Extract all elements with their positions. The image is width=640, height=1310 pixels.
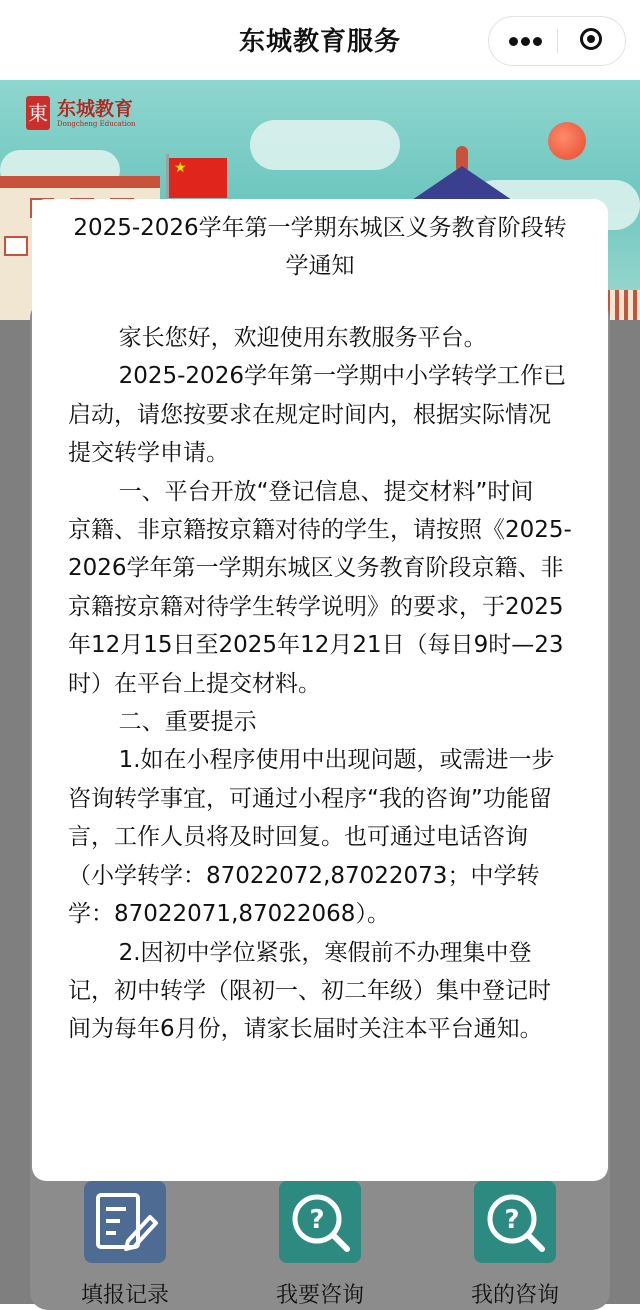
notice-section-heading: 一、平台开放“登记信息、提交材料”时间: [118, 478, 534, 505]
notice-paragraph: 京籍、非京籍按京籍对待的学生，请按照《2025-2026学年第一学期东城区义务教育阶段京籍、非京籍按京籍对待学生转学说明》的要求，于2025年12月15日至2025年12月21日（每日9时—23时）在平台上提交材料。: [68, 517, 572, 697]
my-consultations-button[interactable]: [474, 1181, 556, 1263]
pagoda-roof-illustration: [412, 166, 512, 200]
logo-name: 东城教育: [57, 98, 134, 120]
notice-modal[interactable]: [32, 199, 608, 1181]
question-search-icon: [474, 1181, 556, 1263]
flag-star-icon: ★: [174, 160, 187, 176]
more-dots-icon: [509, 37, 518, 46]
more-dots-icon: [533, 37, 542, 46]
sun-decoration: [548, 122, 586, 160]
form-edit-icon: [84, 1181, 166, 1263]
close-miniprogram-button[interactable]: [558, 17, 626, 65]
svg-text:?: ?: [504, 1205, 520, 1235]
building-window: [4, 236, 28, 256]
logo-subtitle: Dongcheng Education: [57, 120, 136, 128]
question-search-icon: [279, 1181, 361, 1263]
notice-title: 2025-2026学年第一学期东城区义务教育阶段转学通知: [73, 215, 567, 279]
more-dots-icon: [521, 37, 530, 46]
more-button[interactable]: [489, 17, 557, 65]
logo-icon: 東: [26, 96, 50, 130]
cloud-decoration: [250, 120, 400, 170]
notice-paragraph: 2.因初中学位紧张，寒假前不办理集中登记，初中转学（限初一、初二年级）集中登记时间为每年6月份，请家长届时关注本平台通知。: [68, 939, 551, 1043]
tile-label-ask-consultation[interactable]: 我要咨询: [275, 1283, 364, 1308]
svg-text:?: ?: [309, 1205, 325, 1235]
close-target-icon-core: [587, 35, 595, 43]
filing-records-button[interactable]: [84, 1181, 166, 1263]
notice-paragraph: 2025-2026学年第一学期中小学转学工作已启动，请您按要求在规定时间内，根据实际情况提交转学申请。: [68, 363, 566, 467]
miniprogram-capsule: [488, 16, 626, 66]
page-title: 东城教育服务: [238, 27, 401, 57]
tile-label-my-consultations[interactable]: 我的咨询: [470, 1283, 559, 1308]
notice-section-heading: 二、重要提示: [118, 709, 257, 736]
ask-consultation-button[interactable]: [279, 1181, 361, 1263]
tile-label-filing-records[interactable]: 填报记录: [80, 1283, 169, 1308]
notice-body[interactable]: [68, 319, 572, 1049]
top-navbar: [0, 0, 640, 80]
notice-paragraph: 家长您好，欢迎使用东教服务平台。: [118, 325, 487, 351]
notice-paragraph: 1.如在小程序使用中出现问题，或需进一步咨询转学事宜，可通过小程序“我的咨询”功能留言，工作人员将及时回复。也可通过电话咨询（小学转学：87022072,87022073；中学转学：87022071,87022068）。: [68, 747, 555, 928]
